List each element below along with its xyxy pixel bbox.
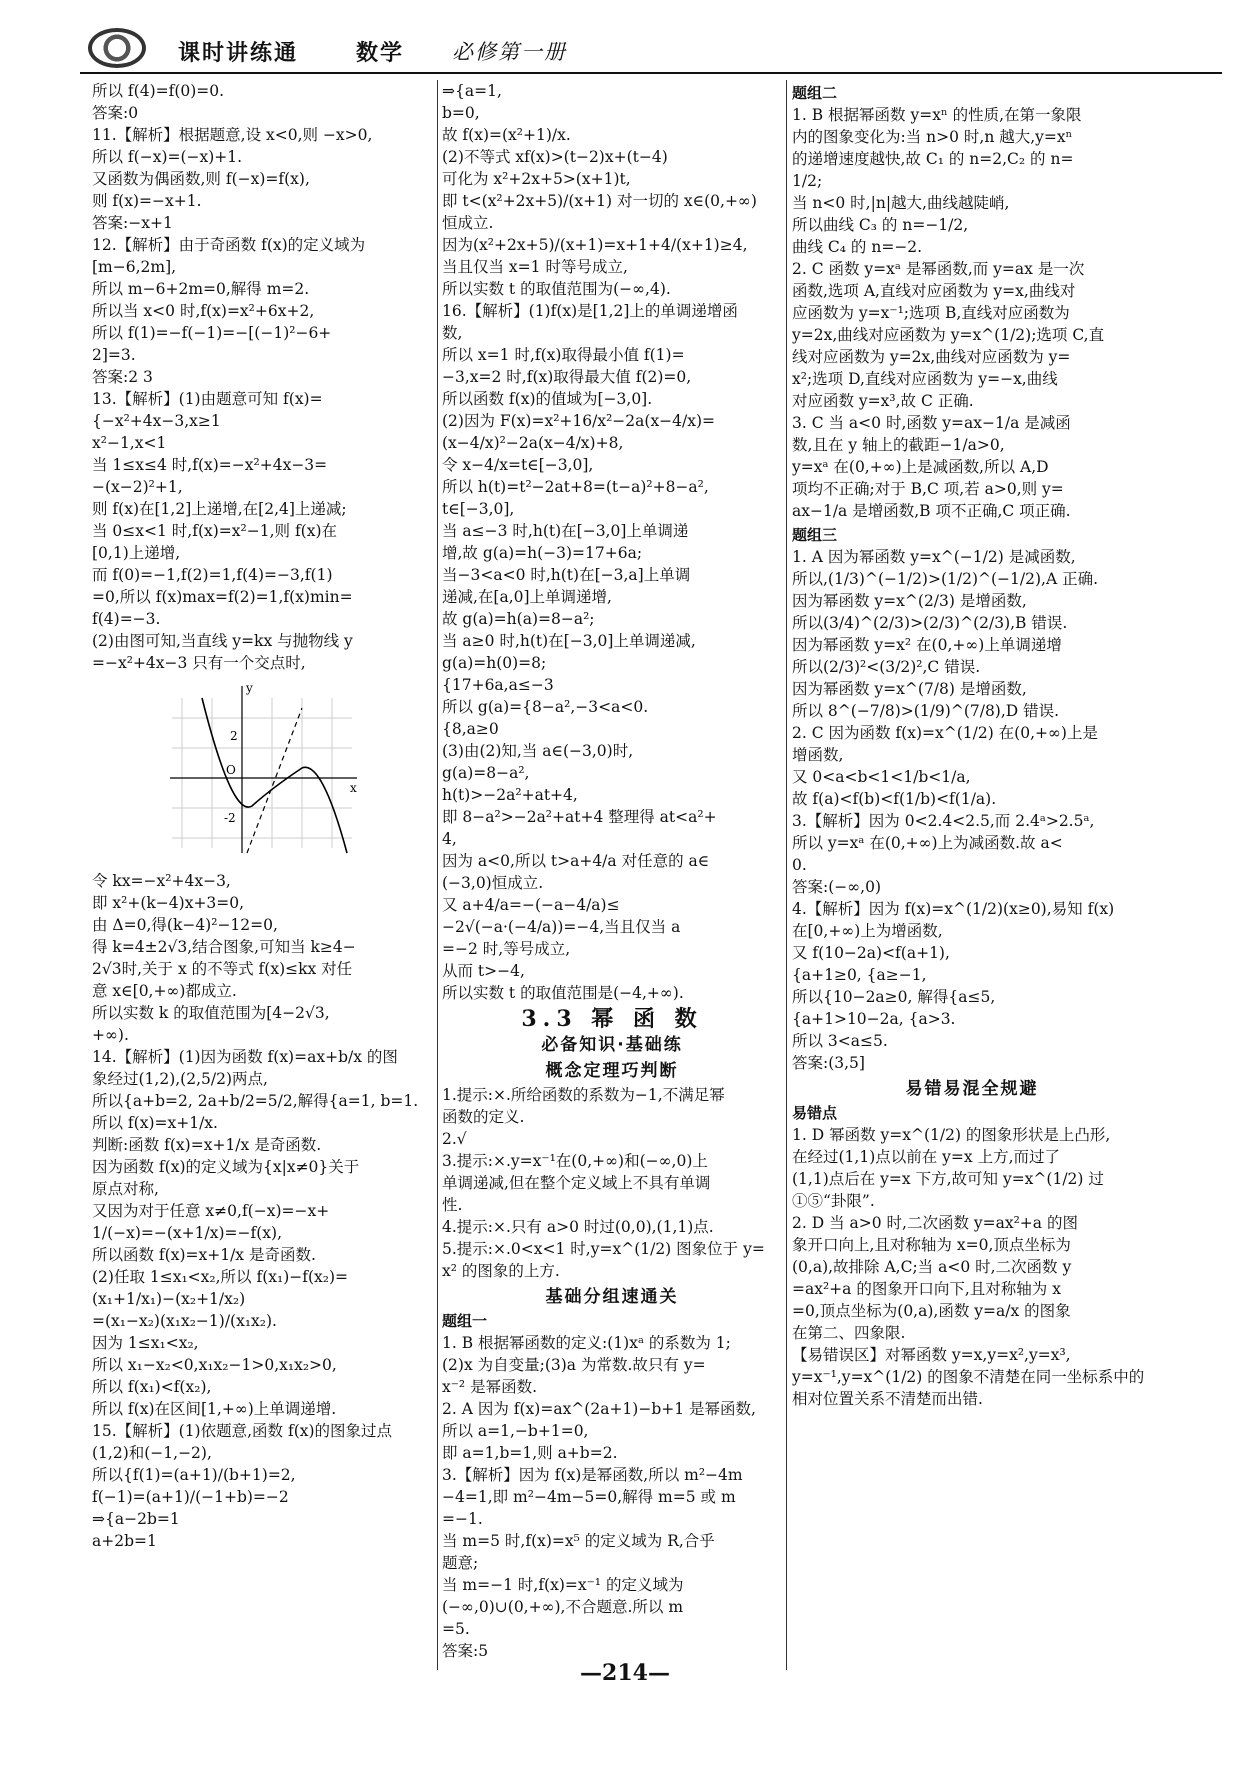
column-2	[442, 80, 782, 1662]
text-line: 0.	[792, 856, 807, 874]
text-line: [0,1)上递增,	[92, 544, 181, 562]
text-line: h(t)>−2a²+at+4,	[442, 786, 578, 804]
text-line: 所以 f(4)=f(0)=0.	[92, 82, 225, 100]
series-title: 课时讲练通	[178, 40, 299, 66]
text-line: (0,a),故排除 A,C;当 a<0 时,二次函数 y	[792, 1258, 1072, 1276]
axis-label-x: x	[350, 781, 357, 795]
text-line: 从而 t>−4,	[442, 962, 525, 980]
text-line: 所以(2/3)²<(3/2)²,C 错误.	[792, 658, 981, 676]
text-line: (x₁+1/x₁)−(x₂+1/x₂)	[92, 1290, 246, 1308]
section-subtitle: 必备知识·基础练	[541, 1035, 683, 1055]
text-line: 当 a≤−3 时,h(t)在[−3,0]上单调递	[442, 522, 689, 540]
text-line: 曲线 C₄ 的 n=−2.	[792, 238, 923, 256]
answer-block	[92, 870, 430, 1552]
text-line: 所以当 x<0 时,f(x)=x²+6x+2,	[92, 302, 315, 320]
text-line: =(x₁−x₂)(x₁x₂−1)/(x₁x₂).	[92, 1312, 277, 1330]
text-line: 应函数为 y=x⁻¹;选项 B,直线对应函数为	[792, 304, 1070, 322]
text-line: 当 0≤x<1 时,f(x)=x²−1,则 f(x)在	[92, 522, 338, 540]
text-line: 所以 3<a≤5.	[792, 1032, 888, 1050]
group-label: 题组一	[442, 1312, 488, 1330]
text-line: (1,1)点后在 y=x 下方,故可知 y=x^(1/2) 过	[792, 1170, 1104, 1188]
text-line: (2)因为 F(x)=x²+16/x²−2a(x−4/x)=	[442, 412, 716, 430]
text-line: =−x²+4x−3 只有一个交点时,	[92, 654, 306, 672]
text-line: 所以 y=xᵃ 在(0,+∞)上为减函数.故 a<	[792, 834, 1063, 852]
text-line: 4.【解析】因为 f(x)=x^(1/2)(x≥0),易知 f(x)	[792, 900, 1115, 918]
text-line: 1/(−x)=−(x+1/x)=−f(x),	[92, 1224, 283, 1242]
answer-block	[792, 1124, 1152, 1410]
text-line: 所以,(1/3)^(−1/2)>(1/2)^(−1/2),A 正确.	[792, 570, 1098, 588]
tick-label: 2	[230, 729, 238, 743]
text-line: 题意;	[442, 1554, 479, 1572]
text-line: x⁻² 是幂函数.	[442, 1378, 537, 1396]
text-line: 所以 f(x₁)<f(x₂),	[92, 1378, 212, 1396]
text-line: 线对应函数为 y=2x,曲线对应函数为 y=	[792, 348, 1071, 366]
text-line: =−2 时,等号成立,	[442, 940, 571, 958]
answer-block	[792, 82, 1152, 1074]
text-line: 故 f(x)=(x²+1)/x.	[442, 126, 571, 144]
text-line: 意 x∈[0,+∞)都成立.	[92, 982, 237, 1000]
text-line: 所以 h(t)=t²−2at+8=(t−a)²+8−a²,	[442, 478, 709, 496]
text-line: 当−3<a<0 时,h(t)在[−3,a]上单调	[442, 566, 691, 584]
text-line: g(a)=h(0)=8;	[442, 654, 547, 672]
text-line: 即 t<(x²+2x+5)/(x+1) 对一切的 x∈(0,+∞)	[442, 192, 757, 210]
text-line: 当且仅当 x=1 时等号成立,	[442, 258, 628, 276]
text-line: =5.	[442, 1620, 470, 1638]
text-line: 又 f(10−2a)<f(a+1),	[792, 944, 950, 962]
text-line: 故 f(a)<f(b)<f(1/b)<f(1/a).	[792, 790, 997, 808]
subsection-title: 概念定理巧判断	[545, 1061, 679, 1081]
text-line: ⇒{a=1,	[442, 82, 502, 100]
text-line: f(−1)=(a+1)/(−1+b)=−2	[92, 1488, 289, 1506]
text-line: 对应函数 y=x³,故 C 正确.	[792, 392, 974, 410]
text-line: 所以函数 f(x)的值域为[−3,0].	[442, 390, 653, 408]
origin-label: O	[226, 763, 236, 777]
text-line: 题组三	[792, 526, 838, 544]
text-line: 在[0,+∞)上为增函数,	[792, 922, 943, 940]
text-line: −4=1,即 m²−4m−5=0,解得 m=5 或 m	[442, 1488, 736, 1506]
text-line: 2.√	[442, 1130, 467, 1148]
column-divider	[437, 80, 438, 1670]
subsection-title: 基础分组速通关	[545, 1287, 679, 1307]
text-line: 因为幂函数 y=x^(7/8) 是增函数,	[792, 680, 1027, 698]
text-line: 增函数,	[792, 746, 844, 764]
text-line: 的递增速度越快,故 C₁ 的 n=2,C₂ 的 n=	[792, 150, 1074, 168]
text-line: {8,a≥0	[442, 720, 499, 738]
text-line: 所以 g(a)={8−a²,−3<a<0.	[442, 698, 649, 716]
text-line: 11.【解析】根据题意,设 x<0,则 −x>0,	[92, 126, 373, 144]
text-line: 在经过(1,1)点以前在 y=x 上方,而过了	[792, 1148, 1061, 1166]
text-line: 当 m=5 时,f(x)=x⁵ 的定义域为 R,合乎	[442, 1532, 715, 1550]
text-line: (3)由(2)知,当 a∈(−3,0)时,	[442, 742, 634, 760]
text-line: 14.【解析】(1)因为函数 f(x)=ax+b/x 的图	[92, 1048, 398, 1066]
text-line: 所以 8^(−7/8)>(1/9)^(7/8),D 错误.	[792, 702, 1060, 720]
text-line: 所以{10−2a≥0, 解得{a≤5,	[792, 988, 996, 1006]
text-line: 则 f(x)=−x+1.	[92, 192, 202, 210]
text-line: 2. A 因为 f(x)=ax^(2a+1)−b+1 是幂函数,	[442, 1400, 756, 1418]
text-line: 当 m=−1 时,f(x)=x⁻¹ 的定义域为	[442, 1576, 684, 1594]
text-line: 可化为 x²+2x+5>(x+1)t,	[442, 170, 631, 188]
text-line: 当 n<0 时,|n|越大,曲线越陡峭,	[792, 194, 1010, 212]
page-number: —214—	[580, 1660, 670, 1686]
text-line: y=x⁻¹,y=x^(1/2) 的图象不清楚在同一坐标系中的	[792, 1368, 1145, 1386]
text-line: 4,	[442, 830, 457, 848]
book-title: 必修第一册	[452, 40, 567, 64]
text-line: {17+6a,a≤−3	[442, 676, 554, 694]
answer-block	[442, 1332, 782, 1662]
text-line: =ax²+a 的图象开口向下,且对称轴为 x	[792, 1280, 1061, 1298]
text-line: 所以实数 t 的取值范围为(−∞,4).	[442, 280, 671, 298]
text-line: 即 8−a²>−2a²+at+4 整理得 at<a²+	[442, 808, 717, 826]
text-line: 2]=3.	[92, 346, 136, 364]
text-line: 项均不正确;对于 B,C 项,若 a>0,则 y=	[792, 480, 1064, 498]
text-line: 故 g(a)=h(a)=8−a²;	[442, 610, 595, 628]
text-line: (−∞,0)∪(0,+∞),不合题意.所以 m	[442, 1598, 684, 1616]
text-line: 题组二	[792, 84, 838, 102]
text-line: −2√(−a·(−4/a))=−4,当且仅当 a	[442, 918, 681, 936]
text-line: t∈[−3,0],	[442, 500, 515, 518]
text-line: (2)任取 1≤x₁<x₂,所以 f(x₁)−f(x₂)=	[92, 1268, 349, 1286]
text-line: −3,x=2 时,f(x)取得最大值 f(2)=0,	[442, 368, 692, 386]
text-line: 15.【解析】(1)依题意,函数 f(x)的图象过点	[92, 1422, 393, 1440]
text-line: [m−6,2m],	[92, 258, 177, 276]
text-line: {−x²+4x−3,x≥1	[92, 412, 221, 430]
text-line: −(x−2)²+1,	[92, 478, 183, 496]
text-line: x² 的图象的上方.	[442, 1262, 560, 1280]
text-line: 函数,选项 A,直线对应函数为 y=x,曲线对	[792, 282, 1076, 300]
text-line: 3.【解析】因为 f(x)是幂函数,所以 m²−4m	[442, 1466, 743, 1484]
text-line: 3. C 当 a<0 时,函数 y=ax−1/a 是减函	[792, 414, 1071, 432]
text-line: ①⑤“卦限”.	[792, 1192, 875, 1210]
text-line: +∞).	[92, 1026, 129, 1044]
text-line: 原点对称,	[92, 1180, 159, 1198]
text-line: 因为幂函数 y=x² 在(0,+∞)上单调递增	[792, 636, 1062, 654]
text-line: 3.提示:×.y=x⁻¹在(0,+∞)和(−∞,0)上	[442, 1152, 708, 1170]
text-line: =−1.	[442, 1510, 483, 1528]
text-line: 答案:(−∞,0)	[792, 878, 882, 896]
text-line: a+2b=1	[92, 1532, 157, 1550]
text-line: 象经过(1,2),(2,5/2)两点,	[92, 1070, 268, 1088]
text-line: 答案:(3,5]	[792, 1054, 865, 1072]
text-line: 所以 x=1 时,f(x)取得最小值 f(1)=	[442, 346, 685, 364]
text-line: y=xᵃ 在(0,+∞)上是减函数,所以 A,D	[792, 458, 1049, 476]
text-line: 在第二、四象限.	[792, 1324, 906, 1342]
text-line: 13.【解析】(1)由题意可知 f(x)=	[92, 390, 323, 408]
text-line: 象开口向上,且对称轴为 x=0,顶点坐标为	[792, 1236, 1071, 1254]
text-line: 递减,在[a,0]上单调递增,	[442, 588, 612, 606]
text-line: =0,所以 f(x)max=f(2)=1,f(x)min=	[92, 588, 353, 606]
text-line: 判断:函数 f(x)=x+1/x 是奇函数.	[92, 1136, 322, 1154]
text-line: 因为函数 f(x)的定义域为{x|x≠0}关于	[92, 1158, 360, 1176]
text-line: 因为幂函数 y=x^(2/3) 是增函数,	[792, 592, 1027, 610]
text-line: 1/2;	[792, 172, 823, 190]
text-line: 所以 f(1)=−f(−1)=−[(−1)²−6+	[92, 324, 332, 342]
text-line: ax−1/a 是增函数,B 项不正确,C 项正确.	[792, 502, 1071, 520]
text-line: 所以 a=1,−b+1=0,	[442, 1422, 589, 1440]
text-line: 1. B 根据幂函数 y=xⁿ 的性质,在第一象限	[792, 106, 1082, 124]
text-line: 得 k=4±2√3,结合图象,可知当 k≥4−	[92, 938, 356, 956]
text-line: 答案:5	[442, 1642, 489, 1660]
text-line: 所以函数 f(x)=x+1/x 是奇函数.	[92, 1246, 316, 1264]
group-label: 易错点	[792, 1104, 838, 1122]
text-line: x²;选项 D,直线对应函数为 y=−x,曲线	[792, 370, 1058, 388]
text-line: 恒成立.	[442, 214, 494, 232]
text-line: 因为 a<0,所以 t>a+4/a 对任意的 a∈	[442, 852, 710, 870]
text-line: 又因为对于任意 x≠0,f(−x)=−x+	[92, 1202, 330, 1220]
text-line: (x−4/x)²−2a(x−4/x)+8,	[442, 434, 624, 452]
text-line: 答案:−x+1	[92, 214, 173, 232]
column-divider	[786, 80, 787, 1670]
text-line: 当 1≤x≤4 时,f(x)=−x²+4x−3=	[92, 456, 328, 474]
text-line: 答案:0	[92, 104, 139, 122]
text-line: 单调递减,但在整个定义域上不具有单调	[442, 1174, 711, 1192]
axis-label-y: y	[246, 681, 253, 695]
text-line: 所以 x₁−x₂<0,x₁x₂−1>0,x₁x₂>0,	[92, 1356, 337, 1374]
text-line: 4.提示:×.只有 a>0 时过(0,0),(1,1)点.	[442, 1218, 714, 1236]
text-line: 2. D 当 a>0 时,二次函数 y=ax²+a 的图	[792, 1214, 1078, 1232]
text-line: 性.	[442, 1196, 463, 1214]
text-line: 令 x−4/x=t∈[−3,0],	[442, 456, 594, 474]
text-line: 因为(x²+2x+5)/(x+1)=x+1+4/(x+1)≥4,	[442, 236, 748, 254]
header-divider	[80, 72, 1222, 74]
text-line: 即 a=1,b=1,则 a+b=2.	[442, 1444, 618, 1462]
section-title: 3.3 幂 函 数	[521, 1006, 703, 1032]
text-line: y=2x,曲线对应函数为 y=x^(1/2);选项 C,直	[792, 326, 1105, 344]
text-line: 5.提示:×.0<x<1 时,y=x^(1/2) 图象位于 y=	[442, 1240, 765, 1258]
text-line: 则 f(x)在[1,2]上递增,在[2,4]上递减;	[92, 500, 347, 518]
text-line: 答案:2 3	[92, 368, 153, 386]
subsection-title: 易错易混全规避	[905, 1079, 1039, 1099]
text-line: (1,2)和(−1,−2),	[92, 1444, 212, 1462]
text-line: ⇒{a−2b=1	[92, 1510, 180, 1528]
text-line: (2)x 为自变量;(3)a 为常数.故只有 y=	[442, 1356, 706, 1374]
text-line: 2. C 因为函数 f(x)=x^(1/2) 在(0,+∞)上是	[792, 724, 1098, 742]
text-line: 函数的定义.	[442, 1108, 525, 1126]
book-logo-icon	[88, 28, 146, 68]
column-3	[792, 80, 1152, 1410]
text-line: 即 x²+(k−4)x+3=0,	[92, 894, 245, 912]
text-line: 2√3时,关于 x 的不等式 f(x)≤kx 对任	[92, 960, 353, 978]
text-line: 内的图象变化为:当 n>0 时,n 越大,y=xⁿ	[792, 128, 1073, 146]
text-line: (−3,0)恒成立.	[442, 874, 544, 892]
answer-block	[442, 80, 782, 1004]
text-line: {a+1≥0, {a≥−1,	[792, 966, 927, 984]
column-1	[92, 80, 430, 1552]
text-line: f(4)=−3.	[92, 610, 161, 628]
answer-block	[442, 1084, 782, 1282]
text-line: 又 a+4/a=−(−a−4/a)≤	[442, 896, 620, 914]
text-line: (2)不等式 xf(x)>(t−2)x+(t−4)	[442, 148, 668, 166]
text-line: 所以(3/4)^(2/3)>(2/3)^(2/3),B 错误.	[792, 614, 1068, 632]
text-line: 1. D 幂函数 y=x^(1/2) 的图象形状是上凸形,	[792, 1126, 1111, 1144]
text-line: 所以{a+b=2, 2a+b/2=5/2,解得{a=1, b=1.	[92, 1092, 419, 1110]
text-line: 又函数为偶函数,则 f(−x)=f(x),	[92, 170, 310, 188]
text-line: 又 0<a<b<1<1/b<1/a,	[792, 768, 971, 786]
text-line: 由 Δ=0,得(k−4)²−12=0,	[92, 916, 278, 934]
text-line: 数,	[442, 324, 463, 342]
text-line: {a+1>10−2a, {a>3.	[792, 1010, 956, 1028]
text-line: 12.【解析】由于奇函数 f(x)的定义域为	[92, 236, 366, 254]
text-line: 所以 m−6+2m=0,解得 m=2.	[92, 280, 310, 298]
text-line: x²−1,x<1	[92, 434, 167, 452]
tick-label: -2	[224, 811, 236, 825]
text-line: 1.提示:×.所给函数的系数为−1,不满足幂	[442, 1086, 725, 1104]
text-line: 所以曲线 C₃ 的 n=−1/2,	[792, 216, 969, 234]
text-line: 令 kx=−x²+4x−3,	[92, 872, 231, 890]
text-line: b=0,	[442, 104, 480, 122]
text-line: 所以{f(1)=(a+1)/(b+1)=2,	[92, 1466, 296, 1484]
text-line: 增,故 g(a)=h(−3)=17+6a;	[442, 544, 643, 562]
text-line: (2)由图可知,当直线 y=kx 与抛物线 y	[92, 632, 353, 650]
answer-block	[92, 80, 430, 674]
subject-title: 数学	[356, 40, 405, 66]
text-line: 所以 f(x)在区间[1,+∞)上单调递增.	[92, 1400, 337, 1418]
text-line: 1. A 因为幂函数 y=x^(−1/2) 是减函数,	[792, 548, 1076, 566]
text-line: 所以 f(x)=x+1/x.	[92, 1114, 218, 1132]
text-line: 所以实数 k 的取值范围为[4−2√3,	[92, 1004, 330, 1022]
text-line: 相对位置关系不清楚而出错.	[792, 1390, 983, 1408]
text-line: 数,且在 y 轴上的截距−1/a>0,	[792, 436, 1005, 454]
page-header	[0, 0, 1250, 72]
text-line: 16.【解析】(1)f(x)是[1,2]上的单调递增函	[442, 302, 738, 320]
function-graph	[162, 678, 362, 858]
text-line: g(a)=8−a²,	[442, 764, 530, 782]
text-line: 3.【解析】因为 0<2.4<2.5,而 2.4ᵃ>2.5ᵃ,	[792, 812, 1095, 830]
text-line: 而 f(0)=−1,f(2)=1,f(4)=−3,f(1)	[92, 566, 333, 584]
text-line: 1. B 根据幂函数的定义:(1)xᵃ 的系数为 1;	[442, 1334, 731, 1352]
text-line: 因为 1≤x₁<x₂,	[92, 1334, 199, 1352]
text-line: 【易错误区】对幂函数 y=x,y=x²,y=x³,	[792, 1346, 1071, 1364]
text-line: =0,顶点坐标为(0,a),函数 y=a/x 的图象	[792, 1302, 1071, 1320]
text-line: 所以实数 t 的取值范围是(−4,+∞).	[442, 984, 684, 1002]
text-line: 所以 f(−x)=(−x)+1.	[92, 148, 243, 166]
text-line: 当 a≥0 时,h(t)在[−3,0]上单调递减,	[442, 632, 696, 650]
text-line: 2. C 函数 y=xᵃ 是幂函数,而 y=ax 是一次	[792, 260, 1085, 278]
